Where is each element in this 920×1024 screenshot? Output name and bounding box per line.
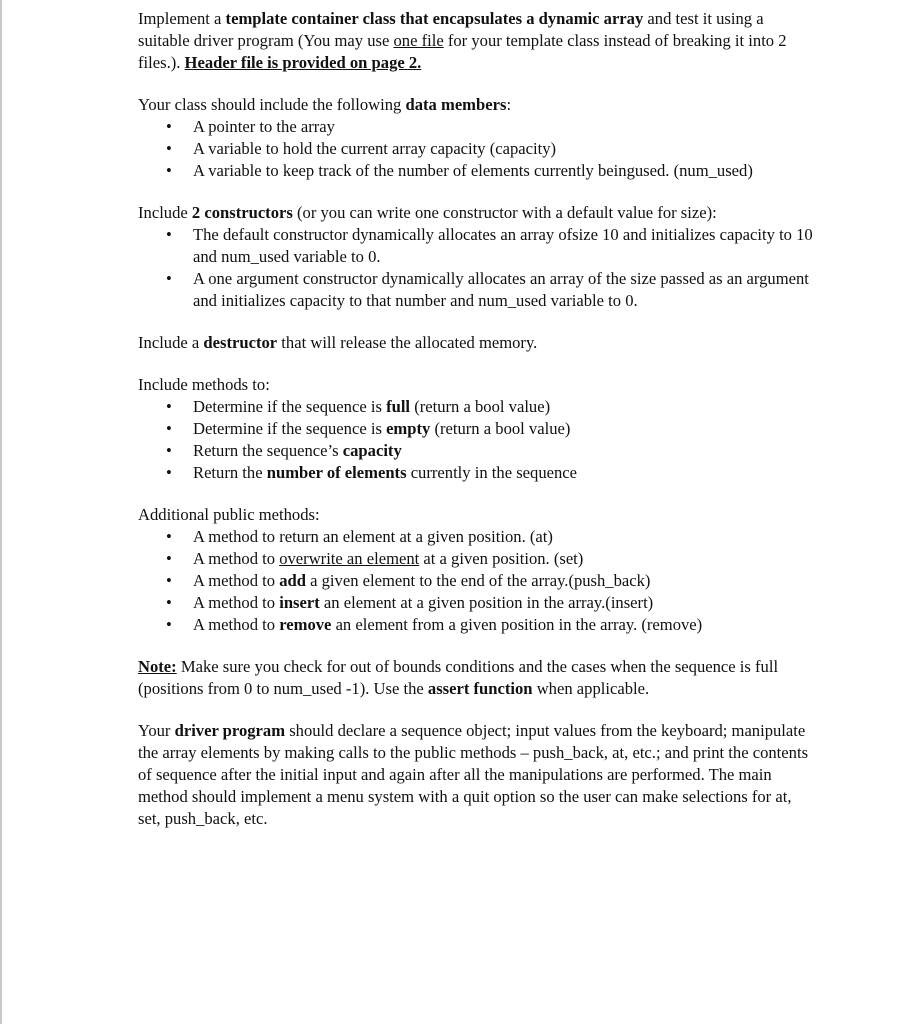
intro-paragraph [138,8,818,74]
list-item: • Determine if the sequence is full (return a bool value) [166,397,551,416]
methods-list [138,396,818,484]
header-file-note: Header file is provided on page 2. [184,53,422,72]
intro-text: Implement a [138,9,226,28]
list-item: • A method to remove an element from a given position in the array. (remove) [166,615,703,634]
bullet-icon: • [166,269,172,288]
list-item: • A variable to hold the current array capacity (capacity) [166,139,557,158]
note-paragraph: Note: Make sure you check for out of bounds conditions and the cases when the sequence is full (positions from 0 to num_used -1). Use the assert function when applicable. [138,657,779,698]
intro-bold: template container class that encapsulates a dynamic array [225,9,644,28]
list-item: • A method to insert an element at a given position in the array.(insert) [166,593,654,612]
intro-text: and test it using a suitable driver program (You may use [138,9,764,50]
bullet-icon: • [166,463,172,482]
bullet-icon: • [166,593,172,612]
destructor-paragraph: Include a destructor that will release the allocated memory. [138,333,538,352]
list-item: • Determine if the sequence is empty (return a bool value) [166,419,571,438]
methods-heading: Include methods to: [138,375,270,394]
bullet-icon: • [166,139,172,158]
constructors-heading: Include 2 constructors (or you can write one constructor with a default value for size): [138,203,717,222]
bullet-icon: • [166,549,172,568]
intro-text: for your template class instead of breaking it into 2 files.). [138,31,787,72]
list-item: • A pointer to the array [166,117,335,136]
list-item: • Return the sequence’s capacity [166,441,402,460]
list-item: • The default constructor dynamically allocates an array ofsize 10 and initializes capacity to 10 and num_used variable to 0. [166,225,813,266]
bullet-icon: • [166,441,172,460]
one-file-underline: one file [393,31,444,50]
list-item: • A method to add a given element to the end of the array.(push_back) [166,571,651,590]
bullet-icon: • [166,527,172,546]
public-methods-list [138,526,818,636]
bullet-icon: • [166,161,172,180]
assignment-document [138,8,818,830]
bullet-icon: • [166,117,172,136]
driver-paragraph: Your driver program should declare a sequence object; input values from the keyboard; manipulate the array elements by making calls to the public methods – push_back, at, etc.; and print the contents of sequence after the initial input and again after all the manipulations are performed. The main method should implement a menu system with a quit option so the user can make selections for at, set, push_back, etc. [138,721,809,828]
bullet-icon: • [166,225,172,244]
list-item: • A method to overwrite an element at a given position. (set) [166,549,584,568]
data-members-heading: Your class should include the following data members: [138,95,512,114]
list-item: • A variable to keep track of the number of elements currently beingused. (num_used) [166,161,753,180]
bullet-icon: • [166,615,172,634]
page-left-edge [0,0,2,1024]
bullet-icon: • [166,397,172,416]
bullet-icon: • [166,419,172,438]
data-members-list [138,116,818,182]
public-methods-heading: Additional public methods: [138,505,320,524]
list-item: • A method to return an element at a given position. (at) [166,527,553,546]
bullet-icon: • [166,571,172,590]
list-item: • Return the number of elements currently in the sequence [166,463,578,482]
list-item: • A one argument constructor dynamically allocates an array of the size passed as an argument and initializes capacity to that number and num_used variable to 0. [166,269,809,310]
constructors-list [138,224,818,312]
note-label: Note: [138,657,177,676]
